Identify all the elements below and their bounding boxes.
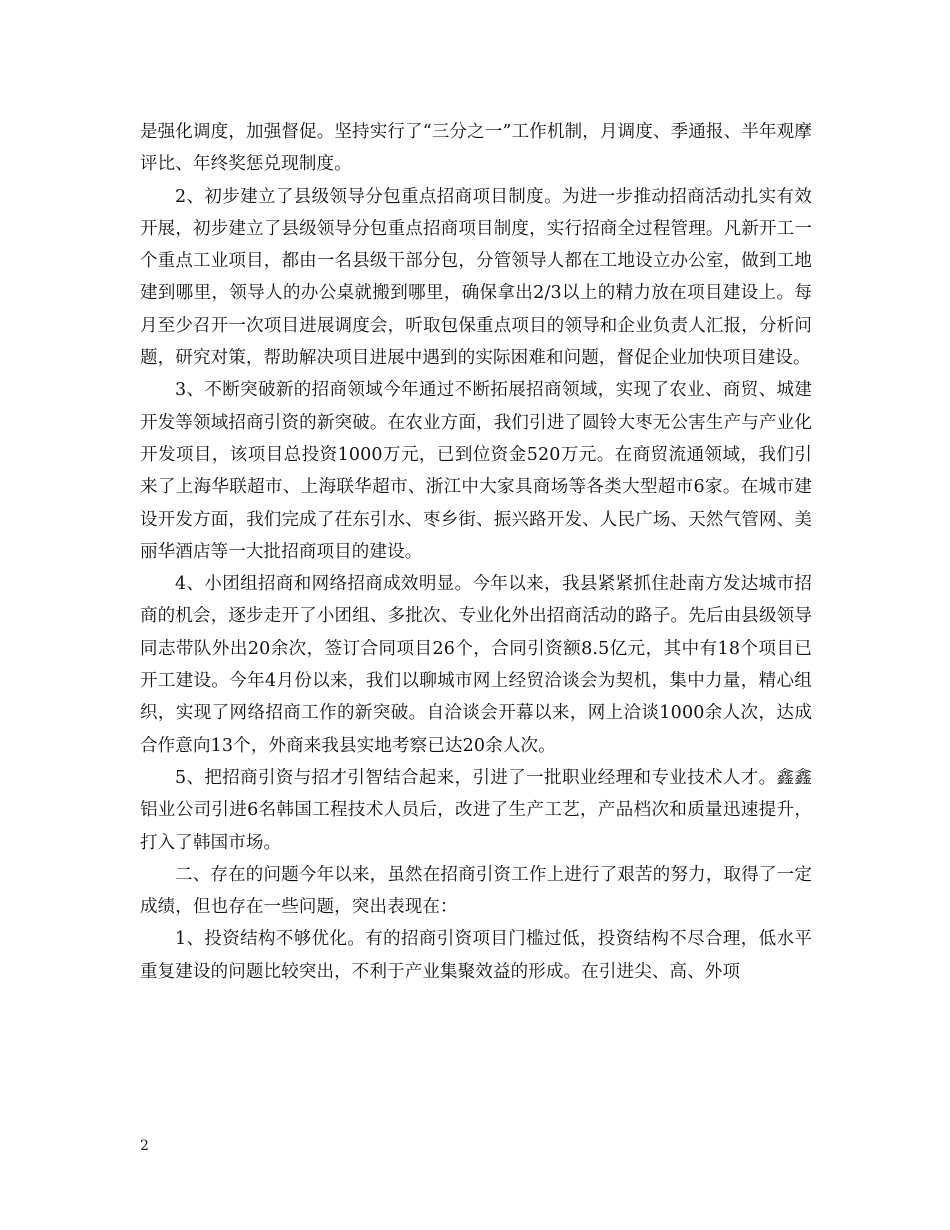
document-body [140, 116, 812, 988]
paragraph-item-5: 5、把招商引资与招才引智结合起来，引进了一批职业经理和专业技术人才。鑫鑫铝业公司引进6名韩国工程技术人员后，改进了生产工艺，产品档次和质量迅速提升，打入了韩国市场。 [140, 767, 812, 853]
page-number: 2 [140, 1138, 149, 1154]
paragraph-section-problems: 二、存在的问题今年以来，虽然在招商引资工作上进行了艰苦的努力，取得了一定成绩，但也存在一些问题，突出表现在： [140, 864, 812, 918]
paragraph-item-4: 4、小团组招商和网络招商成效明显。今年以来，我县紧紧抓住赴南方发达城市招商的机会，逐步走开了小团组、多批次、专业化外出招商活动的路子。先后由县级领导同志带队外出20余次，签订合同项目26个，合同引资额8.5亿元，其中有18个项目已开工建设。今年4月份以来，我们以聊城市网上经贸洽谈会为契机，集中力量，精心组织，实现了网络招商工作的新突破。自洽谈会开幕以来，网上洽谈1000余人次，达成合作意向13个，外商来我县实地考察已达20余人次。 [140, 574, 812, 756]
paragraph-item-3: 3、不断突破新的招商领域今年通过不断拓展招商领域，实现了农业、商贸、城建开发等领域招商引资的新突破。在农业方面，我们引进了圆铃大枣无公害生产与产业化开发项目，该项目总投资1000万元，已到位资金520万元。在商贸流通领域，我们引来了上海华联超市、上海联华超市、浙江中大家具商场等各类大型超市6家。在城市建设开发方面，我们完成了茌东引水、枣乡街、振兴路开发、人民广场、天然气管网、美丽华酒店等一大批招商项目的建设。 [140, 380, 812, 562]
paragraph-item-2: 2、初步建立了县级领导分包重点招商项目制度。为进一步推动招商活动扎实有效开展，初步建立了县级领导分包重点招商项目制度，实行招商全过程管理。凡新开工一个重点工业项目，都由一名县级干部分包，分管领导人都在工地设立办公室，做到工地建到哪里，领导人的办公桌就搬到哪里，确保拿出2/3以上的精力放在项目建设上。每月至少召开一次项目进展调度会，听取包保重点项目的领导和企业负责人汇报，分析问题，研究对策，帮助解决项目进展中遇到的实际困难和问题，督促企业加快项目建设。 [140, 186, 812, 369]
paragraph-continuation: 是强化调度，加强督促。坚持实行了“三分之一”工作机制，月调度、季通报、半年观摩评比、年终奖惩兑现制度。 [140, 122, 812, 175]
paragraph-problem-1: 1、投资结构不够优化。有的招商引资项目门槛过低，投资结构不尽合理，低水平重复建设的问题比较突出，不利于产业集聚效益的形成。在引进尖、高、外项 [140, 929, 812, 982]
